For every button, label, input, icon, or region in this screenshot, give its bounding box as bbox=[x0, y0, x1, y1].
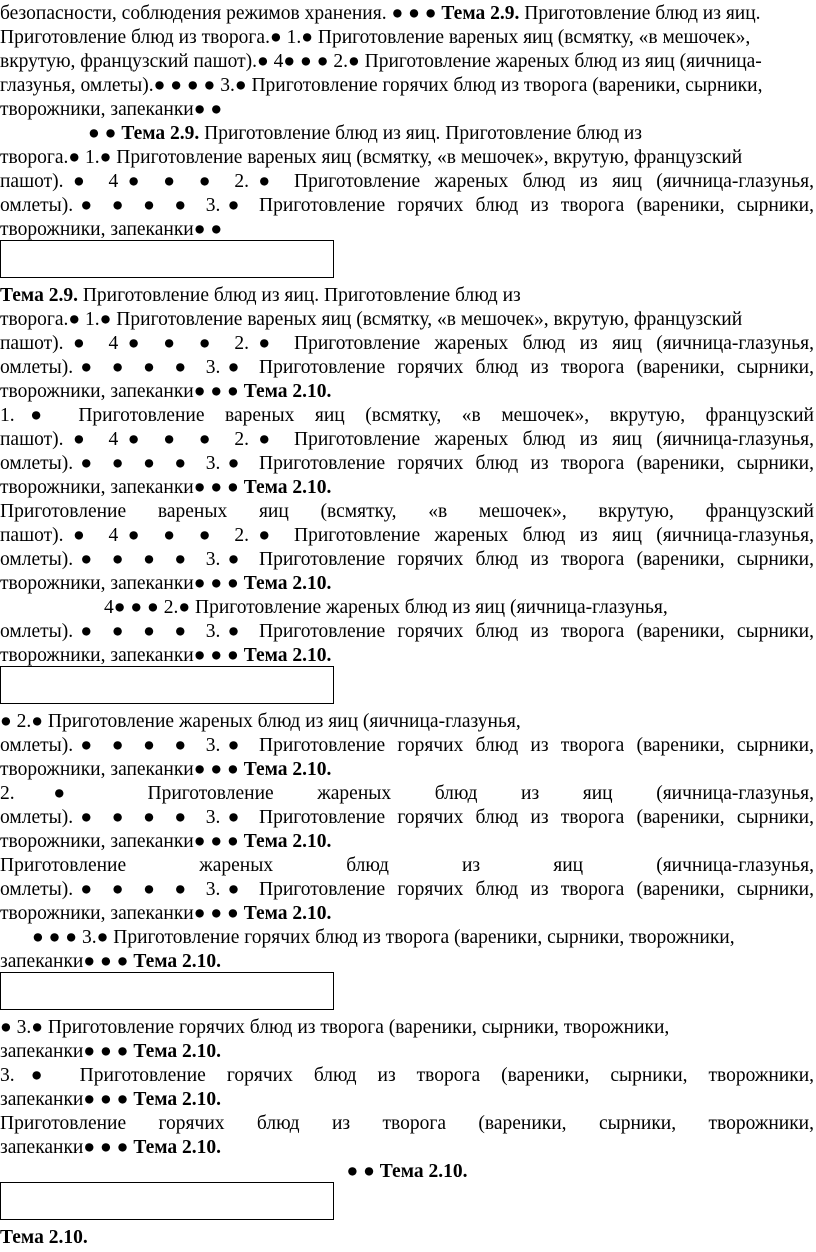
text-line bbox=[0, 524, 814, 548]
line-text-after: Приготовление блюд из яиц. Приготовление блюд из bbox=[199, 123, 643, 144]
line-text: пашот).● 4● ● ● 2.● Приготовление жареных блюд из яиц (яичница-глазунья, bbox=[0, 525, 814, 546]
line-text: 2.● Приготовление жареных блюд из яиц (яичница-глазунья, bbox=[0, 783, 814, 804]
line-text: омлеты).● ● ● ● 3.● Приготовление горячих блюд из творога (вареники, сырники, bbox=[0, 621, 814, 642]
topic-heading: Тема 2.10. bbox=[243, 831, 332, 852]
text-line bbox=[0, 644, 814, 668]
text-line bbox=[0, 854, 814, 878]
topic-heading: Тема 2.10. bbox=[0, 1227, 88, 1248]
text-line bbox=[0, 404, 814, 428]
line-text: вкрутую, французский пашот).● 4● ● ● 2.● Приготовление жареных блюд из яиц (яичница- bbox=[0, 51, 762, 72]
line-text: ● 3.● Приготовление горячих блюд из творога (вареники, сырники, творожники, bbox=[0, 1017, 670, 1038]
text-line bbox=[0, 806, 814, 830]
text-line bbox=[0, 572, 814, 596]
text-line bbox=[0, 1226, 814, 1250]
text-line bbox=[0, 758, 814, 782]
line-text: омлеты).● ● ● ● 3.● Приготовление горячих блюд из творога (вареники, сырники, bbox=[0, 879, 814, 900]
topic-heading: Тема 2.9. bbox=[0, 285, 78, 306]
text-line bbox=[0, 548, 814, 572]
line-text: творожники, запеканки● ● bbox=[0, 219, 223, 240]
topic-heading: Тема 2.10. bbox=[243, 903, 332, 924]
line-text: безопасности, соблюдения режимов хранения. ● ● ● bbox=[0, 3, 442, 24]
text-line bbox=[0, 2, 814, 26]
text-line bbox=[0, 452, 814, 476]
text-line bbox=[0, 902, 814, 926]
line-text: Приготовление вареных яиц (всмятку, «в мешочек», вкрутую, французский bbox=[0, 501, 814, 522]
text-line bbox=[0, 1040, 814, 1064]
topic-heading: Тема 2.10. bbox=[133, 1041, 222, 1062]
line-text: Приготовление блюд из творога.● 1.● Приготовление вареных яиц (всмятку, «в мешочек», bbox=[0, 27, 751, 48]
topic-heading: Тема 2.9. bbox=[441, 3, 520, 24]
text-line bbox=[0, 476, 814, 500]
line-text: творожники, запеканки● ● ● bbox=[0, 645, 244, 666]
line-text: творожники, запеканки● ● ● bbox=[0, 381, 244, 402]
text-line bbox=[0, 710, 814, 734]
text-line bbox=[0, 620, 814, 644]
line-text: творожники, запеканки● ● ● bbox=[0, 903, 244, 924]
line-text: творожники, запеканки● ● ● bbox=[0, 831, 244, 852]
line-text: омлеты).● ● ● ● 3.● Приготовление горячих блюд из творога (вареники, сырники, bbox=[0, 549, 814, 570]
line-text: запеканки● ● ● bbox=[0, 1089, 134, 1110]
text-line bbox=[0, 50, 814, 74]
text-line bbox=[0, 1160, 814, 1184]
line-text: 3.● Приготовление горячих блюд из творога (вареники, сырники, творожники, bbox=[0, 1065, 814, 1086]
line-text: творога.● 1.● Приготовление вареных яиц (всмятку, «в мешочек», вкрутую, французский bbox=[0, 147, 743, 168]
text-line bbox=[0, 926, 814, 950]
line-text: пашот).● 4● ● ● 2.● Приготовление жареных блюд из яиц (яичница-глазунья, bbox=[0, 333, 814, 354]
text-line bbox=[0, 122, 814, 146]
text-line bbox=[0, 308, 814, 332]
line-text: Приготовление горячих блюд из творога (вареники, сырники, творожники, bbox=[0, 1113, 814, 1134]
topic-heading: Тема 2.10. bbox=[133, 951, 222, 972]
line-text: запеканки● ● ● bbox=[0, 1137, 134, 1158]
line-text: запеканки● ● ● bbox=[0, 1041, 134, 1062]
text-line bbox=[0, 218, 814, 242]
text-line bbox=[0, 782, 814, 806]
line-text: творожники, запеканки● ● ● bbox=[0, 477, 244, 498]
line-text: Приготовление жареных блюд из яиц (яичница-глазунья, bbox=[0, 855, 814, 876]
topic-heading: Тема 2.10. bbox=[243, 573, 332, 594]
topic-heading: Тема 2.10. bbox=[133, 1137, 222, 1158]
text-line bbox=[0, 1136, 814, 1160]
line-text: запеканки● ● ● bbox=[0, 951, 134, 972]
line-text: пашот).● 4● ● ● 2.● Приготовление жареных блюд из яиц (яичница-глазунья, bbox=[0, 429, 814, 450]
text-line bbox=[0, 356, 814, 380]
line-text: омлеты).● ● ● ● 3.● Приготовление горячих блюд из творога (вареники, сырники, bbox=[0, 807, 814, 828]
line-text: глазунья, омлеты).● ● ● ● 3.● Приготовление горячих блюд из творога (вареники, сырники, bbox=[0, 75, 763, 96]
topic-heading: Тема 2.10. bbox=[243, 759, 332, 780]
line-text: омлеты).● ● ● ● 3.● Приготовление горячих блюд из творога (вареники, сырники, bbox=[0, 357, 814, 378]
text-line bbox=[0, 1088, 814, 1112]
text-line bbox=[0, 74, 814, 98]
text-line bbox=[0, 878, 814, 902]
line-text: 1.● Приготовление вареных яиц (всмятку, «в мешочек», вкрутую, французский bbox=[0, 405, 814, 426]
text-line bbox=[0, 332, 814, 356]
text-line bbox=[0, 734, 814, 758]
topic-heading: Тема 2.10. bbox=[243, 645, 332, 666]
text-line bbox=[0, 1112, 814, 1136]
text-line bbox=[0, 380, 814, 404]
text-line bbox=[0, 98, 814, 122]
empty-frame-box bbox=[0, 240, 334, 278]
line-text: ● ● bbox=[346, 1161, 380, 1182]
text-line bbox=[0, 596, 814, 620]
line-text: омлеты).● ● ● ● 3.● Приготовление горячих блюд из творога (вареники, сырники, bbox=[0, 195, 814, 216]
line-text-after: Приготовление блюд из яиц. Приготовление блюд из bbox=[77, 285, 521, 306]
line-text: ● 2.● Приготовление жареных блюд из яиц (яичница-глазунья, bbox=[0, 711, 521, 732]
text-line bbox=[0, 428, 814, 452]
topic-heading: Тема 2.10. bbox=[133, 1089, 222, 1110]
empty-frame-box bbox=[0, 972, 334, 1010]
text-line bbox=[0, 950, 814, 974]
text-line bbox=[0, 830, 814, 854]
text-line bbox=[0, 146, 814, 170]
line-text-after: Приготовление блюд из яиц. bbox=[519, 3, 761, 24]
line-text: творожники, запеканки● ● ● bbox=[0, 573, 244, 594]
line-text: омлеты).● ● ● ● 3.● Приготовление горячих блюд из творога (вареники, сырники, bbox=[0, 735, 814, 756]
line-text: творога.● 1.● Приготовление вареных яиц (всмятку, «в мешочек», вкрутую, французский bbox=[0, 309, 743, 330]
empty-frame-box bbox=[0, 1182, 334, 1220]
line-text: омлеты).● ● ● ● 3.● Приготовление горячих блюд из творога (вареники, сырники, bbox=[0, 453, 814, 474]
text-line bbox=[0, 26, 814, 50]
line-text: пашот).● 4● ● ● 2.● Приготовление жареных блюд из яиц (яичница-глазунья, bbox=[0, 171, 814, 192]
line-text: творожники, запеканки● ● bbox=[0, 99, 223, 120]
empty-frame-box bbox=[0, 666, 334, 704]
line-text: творожники, запеканки● ● ● bbox=[0, 759, 244, 780]
topic-heading: Тема 2.10. bbox=[379, 1161, 468, 1182]
text-line bbox=[0, 1064, 814, 1088]
text-line bbox=[0, 194, 814, 218]
topic-heading: Тема 2.9. bbox=[121, 123, 200, 144]
line-text: ● ● bbox=[88, 123, 122, 144]
text-line bbox=[0, 170, 814, 194]
text-line bbox=[0, 284, 814, 308]
topic-heading: Тема 2.10. bbox=[243, 381, 332, 402]
line-text: 4● ● ● 2.● Приготовление жареных блюд из яиц (яичница-глазунья, bbox=[104, 597, 668, 618]
line-text: ● ● ● 3.● Приготовление горячих блюд из творога (вареники, сырники, творожники, bbox=[32, 927, 735, 948]
topic-heading: Тема 2.10. bbox=[243, 477, 332, 498]
text-line bbox=[0, 1016, 814, 1040]
text-line bbox=[0, 500, 814, 524]
